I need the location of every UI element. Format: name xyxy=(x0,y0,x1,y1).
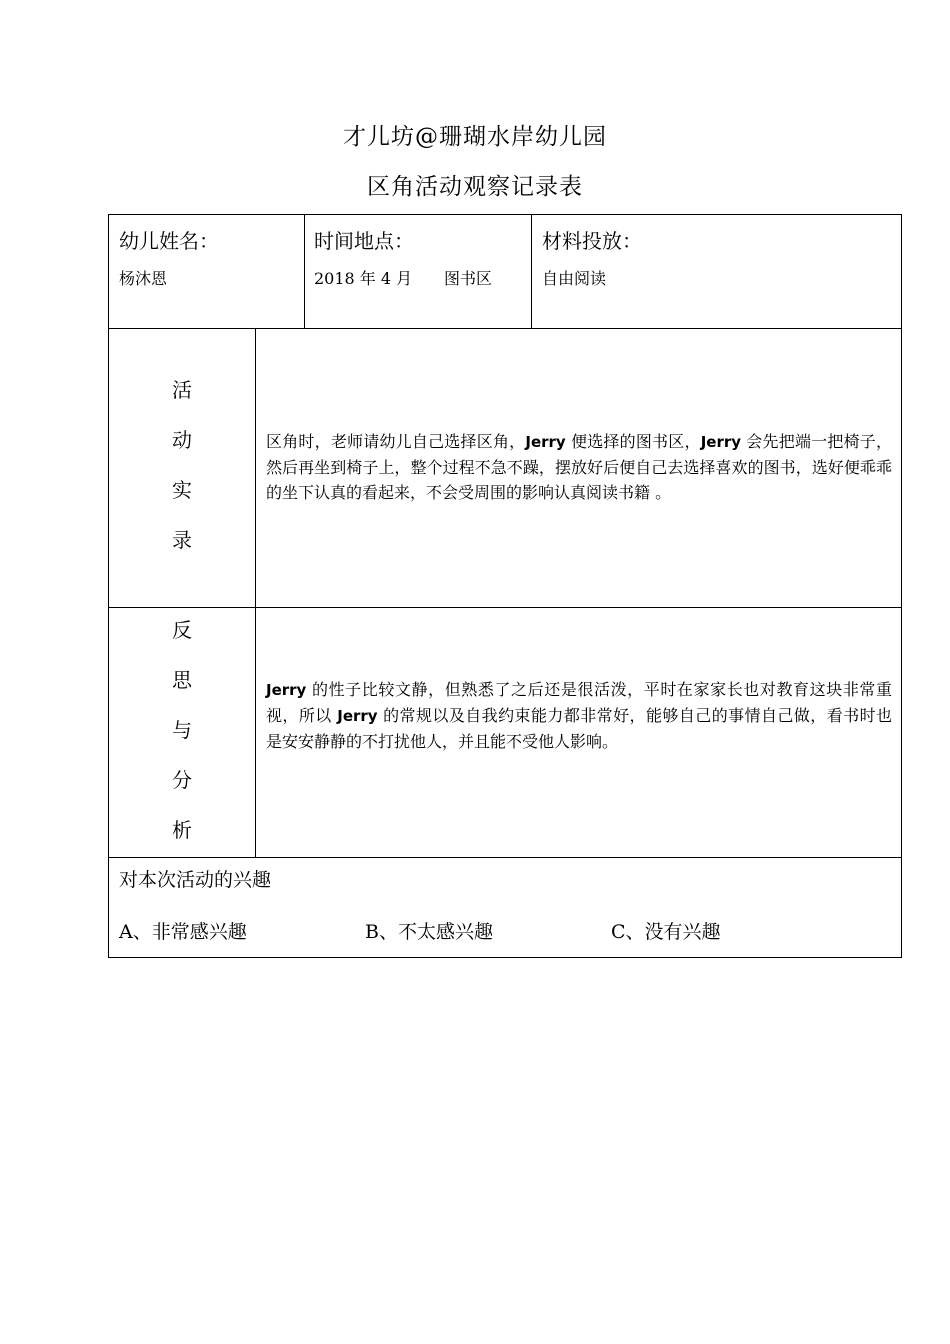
option-a[interactable]: A、非常感兴趣 xyxy=(119,921,247,943)
activity-record-label xyxy=(109,365,255,565)
activity-record-text xyxy=(266,429,892,505)
activity-record-label-char: 录 xyxy=(172,528,192,552)
reflection-label-char: 分 xyxy=(172,768,192,792)
activity-record-label-char: 动 xyxy=(172,428,192,452)
observation-form xyxy=(108,214,902,958)
child-english-name: Jerry xyxy=(337,707,378,725)
activity-record-label-char: 活 xyxy=(172,378,192,402)
reflection-label-char: 反 xyxy=(172,618,192,642)
child-english-name: Jerry xyxy=(266,681,307,699)
option-b[interactable]: B、不太感兴趣 xyxy=(365,921,493,943)
interest-question: 对本次活动的兴趣 xyxy=(119,869,272,891)
row-divider xyxy=(109,857,901,858)
option-c[interactable]: C、没有兴趣 xyxy=(611,921,721,943)
school-title: 才儿坊@珊瑚水岸幼儿园 xyxy=(343,124,607,150)
reflection-text xyxy=(266,677,892,754)
time-place-label: 时间地点： xyxy=(314,229,414,253)
reflection-label-char: 与 xyxy=(172,718,192,742)
materials-label: 材料投放： xyxy=(542,229,642,253)
col-divider xyxy=(255,328,256,857)
place-value: 图书区 xyxy=(444,269,493,288)
reflection-label-char: 析 xyxy=(172,818,192,842)
materials-value: 自由阅读 xyxy=(542,269,607,288)
time-value: 2018 年 4 月 xyxy=(314,269,413,288)
child-name-value: 杨沐恩 xyxy=(119,269,168,288)
text-segment: 会先把端一把椅子，然后再坐到椅子上，整个过程不急不躁，摆放好后便自己去选择喜欢的图书，选好便乖乖的坐下认真的看起来，不会受周围的影响认真阅读书籍 。 xyxy=(266,432,892,502)
text-segment: 区角时，老师请幼儿自己选择区角， xyxy=(266,432,526,451)
row-divider xyxy=(109,328,901,329)
col-divider xyxy=(531,215,532,328)
col-divider xyxy=(304,215,305,328)
reflection-label-char: 思 xyxy=(172,668,192,692)
reflection-label xyxy=(109,605,255,855)
text-segment: 便选择的图书区， xyxy=(565,432,701,451)
text-segment: 的常规以及自我约束能力都非常好，能够自己的事情自己做，看书时也是安安静静的不打扰他人，并且能不受他人影响。 xyxy=(266,706,892,751)
text-segment: 的性子比较文静，但熟悉了之后还是很活泼，平时在家家长也对教育这块非常重视，所以 xyxy=(266,680,892,725)
child-english-name: Jerry xyxy=(700,433,742,451)
form-title: 区角活动观察记录表 xyxy=(367,174,583,200)
child-name-label: 幼儿姓名： xyxy=(119,229,219,253)
activity-record-label-char: 实 xyxy=(172,478,192,502)
child-english-name: Jerry xyxy=(525,433,566,451)
